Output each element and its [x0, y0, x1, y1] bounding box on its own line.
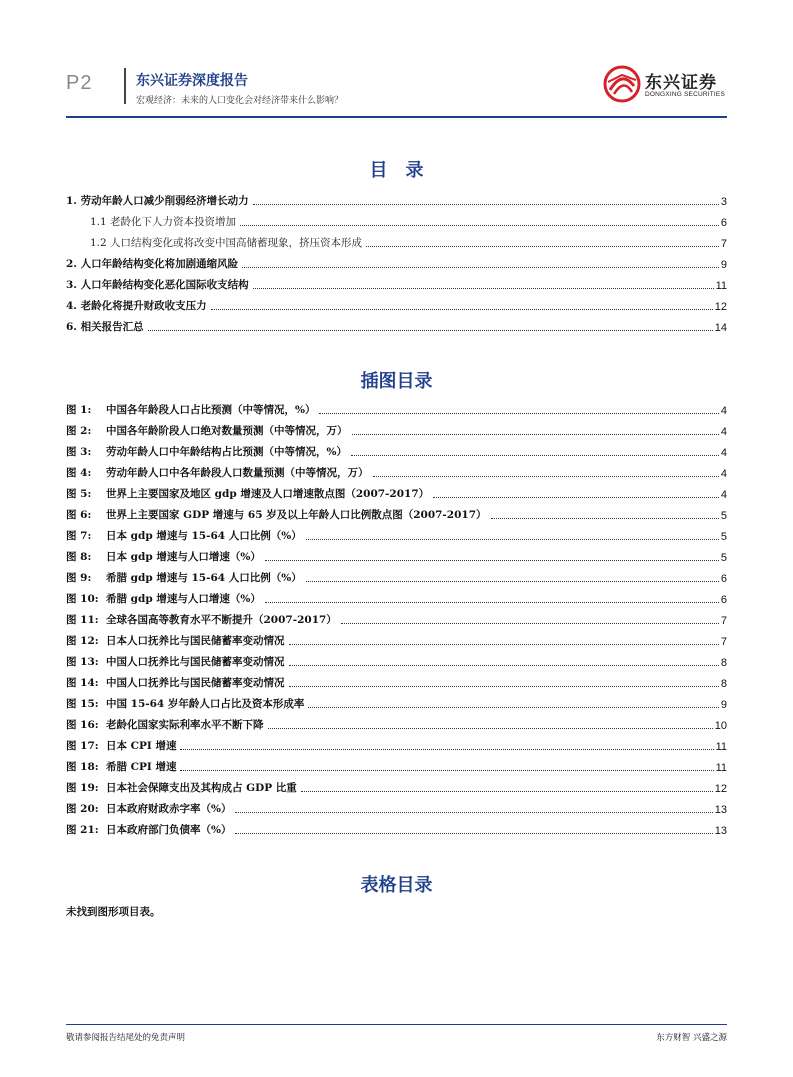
toc-entry[interactable]	[66, 271, 727, 292]
figure-entry-label: 日本 gdp 增速与 15-64 人口比例（%）	[106, 530, 302, 542]
toc-entry[interactable]	[66, 208, 727, 229]
toc-entry[interactable]	[66, 250, 727, 271]
toc-entry-page: 12	[714, 301, 727, 313]
figure-entry-label: 老龄化国家实际利率水平不断下降	[106, 719, 264, 731]
figure-entry-page: 8	[720, 678, 727, 690]
figure-entry[interactable]	[66, 501, 727, 522]
figure-entry-label: 中国各年龄阶段人口绝对数量预测（中等情况，万）	[106, 425, 348, 437]
company-logo	[602, 62, 727, 106]
leader-dots	[289, 644, 719, 645]
figure-entry-label: 日本社会保障支出及其构成占 GDP 比重	[106, 782, 297, 794]
figure-entry-label: 中国人口抚养比与国民储蓄率变动情况	[106, 656, 285, 668]
figure-entry-page: 4	[720, 447, 727, 459]
header-divider	[124, 68, 126, 104]
leader-dots	[351, 455, 719, 456]
toc-entry-label: 2. 人口年龄结构变化将加剧通缩风险	[66, 258, 239, 270]
figure-entry-label: 世界上主要国家 GDP 增速与 65 岁及以上年龄人口比例散点图（2007-2017）	[106, 509, 487, 521]
figure-entry-page: 4	[720, 468, 727, 480]
figure-entry[interactable]	[66, 816, 727, 837]
header-rule	[66, 116, 727, 118]
figure-entry-number: 图 1:	[66, 404, 92, 416]
leader-dots	[180, 749, 713, 750]
figure-entry-label: 中国 15-64 岁年龄人口占比及资本形成率	[106, 698, 305, 710]
figure-entry-number: 图 21:	[66, 824, 99, 836]
figure-entry[interactable]	[66, 774, 727, 795]
figure-entry-number: 图 14:	[66, 677, 99, 689]
figure-entry-page: 6	[720, 594, 727, 606]
figure-entry-page: 4	[720, 426, 727, 438]
figures-heading: 插图目录	[360, 371, 433, 392]
figure-entry-number: 图 17:	[66, 740, 99, 752]
toc-entry-label: 1. 劳动年龄人口减少削弱经济增长动力	[66, 195, 249, 207]
figure-entry-number: 图 8:	[66, 551, 92, 563]
figure-entry[interactable]	[66, 669, 727, 690]
leader-dots	[373, 476, 719, 477]
figure-entry-page: 4	[720, 489, 727, 501]
figure-entry[interactable]	[66, 585, 727, 606]
figure-entry-number: 图 13:	[66, 656, 99, 668]
leader-dots	[352, 434, 719, 435]
toc-entry[interactable]	[66, 292, 727, 313]
leader-dots	[289, 665, 719, 666]
footer-disclaimer: 敬请参阅报告结尾处的免责声明	[66, 1033, 186, 1043]
figure-entry-label: 希腊 CPI 增速	[106, 761, 177, 773]
figure-entry[interactable]	[66, 795, 727, 816]
leader-dots	[491, 518, 719, 519]
toc-entry[interactable]	[66, 229, 727, 250]
figure-entry-number: 图 4:	[66, 467, 92, 479]
figure-entry-number: 图 12:	[66, 635, 99, 647]
figure-entry-label: 中国各年龄段人口占比预测（中等情况，%）	[106, 404, 316, 416]
figure-entry-number: 图 7:	[66, 530, 92, 542]
footer-rule	[66, 1024, 727, 1025]
figure-entry[interactable]	[66, 480, 727, 501]
leader-dots	[265, 560, 719, 561]
figure-entry-label: 世界上主要国家及地区 gdp 增速及人口增速散点图（2007-2017）	[106, 488, 430, 500]
figure-entry-label: 中国人口抚养比与国民储蓄率变动情况	[106, 677, 285, 689]
toc-entry-label: 3. 人口年龄结构变化恶化国际收支结构	[66, 279, 249, 291]
footer-slogan: 东方财智 兴盛之源	[656, 1033, 727, 1043]
toc-entry-label: 1.1 老龄化下人力资本投资增加	[90, 216, 237, 228]
toc-entry-page: 6	[720, 217, 727, 229]
leader-dots	[180, 770, 713, 771]
leader-dots	[306, 581, 719, 582]
toc-entry-page: 14	[714, 322, 727, 334]
tables-empty-message: 未找到图形项目表。	[66, 906, 161, 918]
figure-entry-number: 图 2:	[66, 425, 92, 437]
figure-entry-number: 图 18:	[66, 761, 99, 773]
toc-heading: 目 录	[369, 160, 424, 181]
figure-entry-label: 劳动年龄人口中年龄结构占比预测（中等情况，%）	[106, 446, 347, 458]
toc-entry-page: 3	[720, 196, 727, 208]
figure-entry-page: 5	[720, 531, 727, 543]
figure-entry[interactable]	[66, 627, 727, 648]
leader-dots	[265, 602, 719, 603]
leader-dots	[308, 707, 718, 708]
figure-entry-page: 7	[720, 636, 727, 648]
figure-entry-number: 图 3:	[66, 446, 92, 458]
leader-dots	[235, 812, 712, 813]
figure-entry-page: 7	[720, 615, 727, 627]
figure-entry-label: 日本 CPI 增速	[106, 740, 177, 752]
toc-entry-label: 6. 相关报告汇总	[66, 321, 144, 333]
figure-entry-label: 希腊 gdp 增速与 15-64 人口比例（%）	[106, 572, 302, 584]
figure-entry-label: 全球各国高等教育水平不断提升（2007-2017）	[106, 614, 337, 626]
figure-entry[interactable]	[66, 543, 727, 564]
figure-entry-number: 图 15:	[66, 698, 99, 710]
figure-entry-page: 6	[720, 573, 727, 585]
figure-entry-label: 日本 gdp 增速与人口增速（%）	[106, 551, 261, 563]
toc-entry-page: 7	[720, 238, 727, 250]
leader-dots	[341, 623, 719, 624]
figure-entry-page: 9	[720, 699, 727, 711]
logo-text-cn: 东兴证券	[645, 73, 717, 93]
figure-entry-page: 8	[720, 657, 727, 669]
figure-entry-number: 图 19:	[66, 782, 99, 794]
figure-entry-label: 日本人口抚养比与国民储蓄率变动情况	[106, 635, 285, 647]
figure-entry[interactable]	[66, 753, 727, 774]
figure-entry[interactable]	[66, 396, 727, 417]
figure-entry-label: 日本政府财政赤字率（%）	[106, 803, 232, 815]
figure-entry-number: 图 6:	[66, 509, 92, 521]
figure-entry[interactable]	[66, 564, 727, 585]
figure-entry-page: 12	[714, 783, 727, 795]
tables-heading: 表格目录	[360, 875, 433, 896]
figures-list	[66, 396, 727, 837]
figure-entry-number: 图 20:	[66, 803, 99, 815]
leader-dots	[289, 686, 719, 687]
figure-entry-number: 图 5:	[66, 488, 92, 500]
figure-entry-page: 4	[720, 405, 727, 417]
leader-dots	[235, 833, 712, 834]
figure-entry-label: 劳动年龄人口中各年龄段人口数量预测（中等情况，万）	[106, 467, 369, 479]
leader-dots	[268, 728, 713, 729]
figure-entry[interactable]	[66, 438, 727, 459]
figure-entry-number: 图 9:	[66, 572, 92, 584]
figure-entry-page: 13	[714, 825, 727, 837]
figure-entry[interactable]	[66, 648, 727, 669]
figure-entry-page: 13	[714, 804, 727, 816]
figure-entry-page: 11	[715, 762, 727, 774]
figure-entry[interactable]	[66, 690, 727, 711]
toc-list	[66, 187, 727, 334]
leader-dots	[306, 539, 719, 540]
figure-entry-page: 11	[715, 741, 727, 753]
leader-dots	[301, 791, 713, 792]
toc-entry-label: 4. 老龄化将提升财政收支压力	[66, 300, 207, 312]
toc-entry-label: 1.2 人口结构变化或将改变中国高储蓄现象，挤压资本形成	[90, 237, 363, 249]
leader-dots	[433, 497, 719, 498]
figure-entry[interactable]	[66, 417, 727, 438]
figure-entry[interactable]	[66, 522, 727, 543]
toc-entry-page: 11	[715, 280, 727, 292]
figure-entry[interactable]	[66, 711, 727, 732]
toc-entry[interactable]	[66, 187, 727, 208]
figure-entry-number: 图 10:	[66, 593, 99, 605]
logo-text-en: DONGXING SECURITIES	[645, 91, 726, 98]
report-series-title: 东兴证券深度报告	[136, 73, 248, 89]
figure-entry-page: 10	[714, 720, 727, 732]
page-header	[66, 62, 727, 116]
figure-entry[interactable]	[66, 732, 727, 753]
figure-entry[interactable]	[66, 459, 727, 480]
figure-entry-label: 希腊 gdp 增速与人口增速（%）	[106, 593, 261, 605]
toc-entry[interactable]	[66, 313, 727, 334]
page-number: P2	[66, 72, 93, 94]
figure-entry[interactable]	[66, 606, 727, 627]
figure-entry-page: 5	[720, 552, 727, 564]
figure-entry-number: 图 16:	[66, 719, 99, 731]
figure-entry-label: 日本政府部门负债率（%）	[106, 824, 232, 836]
toc-entry-page: 9	[720, 259, 727, 271]
report-subtitle: 宏观经济：未来的人口变化会对经济带来什么影响？	[136, 96, 344, 106]
leader-dots	[319, 413, 718, 414]
figure-entry-page: 5	[720, 510, 727, 522]
figure-entry-number: 图 11:	[66, 614, 99, 626]
logo-mark-icon	[602, 64, 642, 104]
